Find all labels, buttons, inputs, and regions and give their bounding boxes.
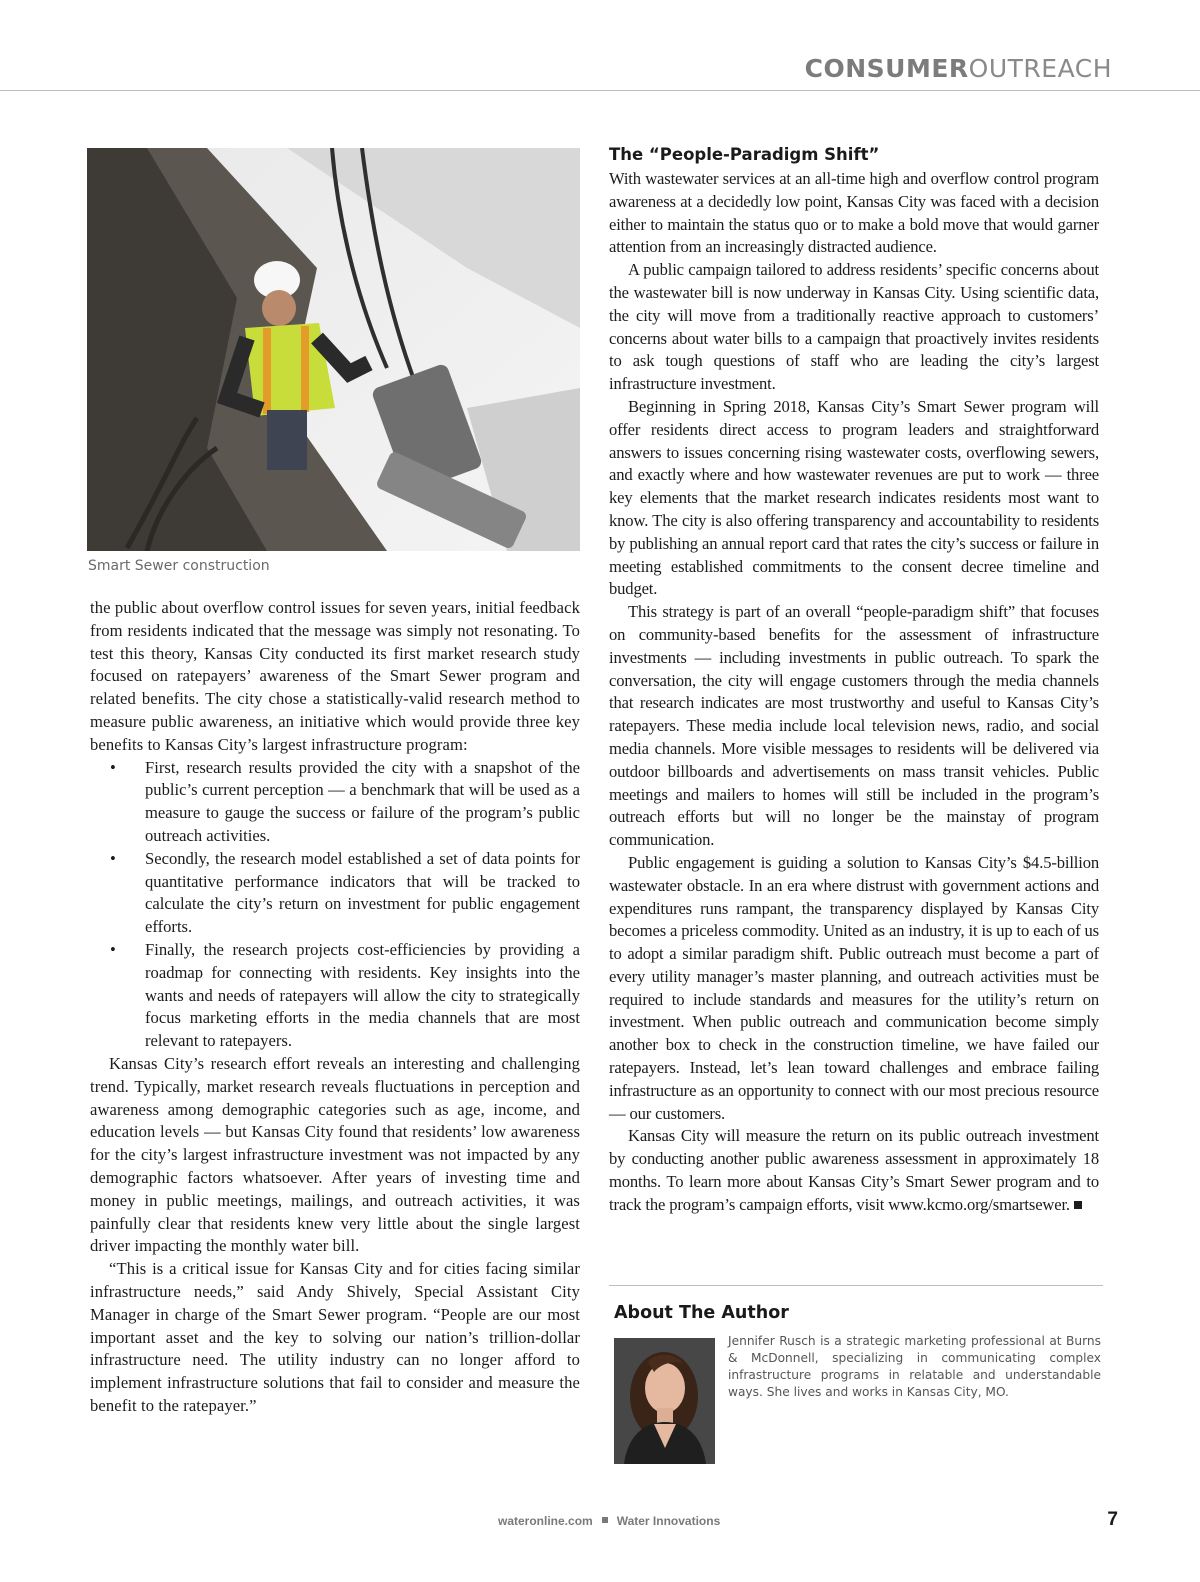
construction-photo [87,148,580,551]
photo-caption: Smart Sewer construction [88,558,270,574]
end-mark-icon [1074,1201,1082,1209]
right-paragraph-3: Beginning in Spring 2018, Kansas City’s Smart Sewer program will offer residents direct access to program leaders and straightforward answers to issues concerning rising wastewater costs, overflowing sewers, and exactly where and how wastewater revenues are put to work — three key elements that the market research indicates residents most want to know. The city is also offering transparency and accountability to residents by publishing an annual report card that rates the city’s success or failure in meeting established commitments to the consent decree timeline and budget. [609,396,1099,599]
benefit-list [90,757,580,1053]
footer-publication: Water Innovations [616,1514,721,1528]
author-heading: About The Author [614,1303,789,1323]
left-paragraph-3: “This is a critical issue for Kansas City and for cities facing similar infrastructure needs,” said Andy Shively, Special Assistant City Manager in charge of the Smart Sewer program. “People are our most important asset and the key to solving our nation’s trillion-dollar infrastructure need. The utility industry can no longer afford to implement infrastructure solutions that fail to consider and measure the benefit to the ratepayer.” [90,1259,580,1415]
section-subhead: The “People-Paradigm Shift” [609,145,880,164]
section-title [805,54,1112,83]
author-portrait [614,1338,715,1464]
right-paragraph-4: This strategy is part of an overall “people-paradigm shift” that focuses on community-based benefits for the assessment of infrastructure investments — including investments in public outreach. To spark the conversation, the city will engage customers through the media channels that research indicates are most trustworthy and useful to Kansas City’s ratepayers. These media include local television news, radio, and social media channels. More visible messages to residents will be delivered via outdoor billboards and advertisements on mass transit vehicles. Public meetings and mailers to homes will still be included in the program’s outreach efforts but will no longer be the mainstay of program communication. [609,602,1099,850]
section-title-light: OUTREACH [968,54,1112,83]
list-item [90,757,580,848]
page-footer [498,1514,720,1528]
right-column [609,144,1099,1217]
left-paragraph-1: the public about overflow control issues for seven years, initial feedback from residents indicated that the message was simply not resonating. To test this theory, Kansas City conducted its first market research study focused on ratepayers’ awareness of the Smart Sewer program and related benefits. The city chose a statistically-valid research method to measure public awareness, an initiative which would provide three key benefits to Kansas City’s largest infrastructure program: [90,598,580,754]
list-item-text: Finally, the research projects cost-efficiencies by providing a roadmap for connecting with residents. Key insights into the wants and needs of ratepayers will allow the city to strategically focus marketing efforts in the media channels that are most relevant to ratepayers. [145,939,580,1051]
list-item-text: Secondly, the research model established a set of data points for quantitative performance indicators that will be tracked to calculate the city’s return on investment for public engagement efforts. [145,848,580,937]
list-item [90,939,580,1053]
page-number: 7 [1107,1509,1118,1530]
right-paragraph-6 [609,1125,1099,1216]
separator-square-icon [602,1517,608,1523]
closing-text: Kansas City will measure the return on its public outreach investment by conducting another public awareness assessment in approximately 18 months. To learn more about Kansas City’s Smart Sewer program and to track the program’s campaign efforts, visit www.kcmo.org/smartsewer. [609,1126,1099,1214]
right-paragraph-1: With wastewater services at an all-time high and overflow control program awareness at a decidedly low point, Kansas City was faced with a decision either to maintain the status quo or to make a bold move that would garner attention from an increasingly distracted audience. [609,169,1099,257]
author-divider [609,1285,1103,1286]
left-column [90,597,580,1418]
right-paragraph-5: Public engagement is guiding a solution to Kansas City’s $4.5-billion wastewater obstacle. In an era where distrust with government actions and expenditures runs rampant, the transparency displayed by Kansas City becomes a priceless commodity. United as an industry, it is up to each of us to adopt a similar paradigm shift. Public outreach must become a part of every utility manager’s master planning, and outreach activities must be required to include standards and measures for the utility’s return on investment. When public outreach and communication become simply another box to check in the construction timeline, we have failed our ratepayers. Instead, let’s lean toward challenges and embrace failing infrastructure as an opportunity to connect with our most precious resource — our customers. [609,852,1099,1123]
left-paragraph-2: Kansas City’s research effort reveals an interesting and challenging trend. Typically, market research reveals fluctuations in perception and awareness among demographic categories such as age, income, and education levels — but Kansas City found that residents’ low awareness for the city’s largest infrastructure investment was not impacted by any demographic factors whatsoever. After years of investing time and money in public meetings, mailings, and outreach activities, it was painfully clear that residents knew very little about the single largest driver impacting the monthly water bill. [90,1053,580,1256]
section-title-bold: CONSUMER [804,54,969,83]
bullet-icon: • [110,757,116,777]
header-divider [0,90,1200,91]
list-item [90,848,580,939]
list-item-text: First, research results provided the city with a snapshot of the public’s current perception — a benchmark that will be used as a measure to gauge the success or failure of the program’s public outreach activities. [145,757,580,845]
bullet-icon: • [110,848,116,868]
footer-site: wateronline.com [498,1514,593,1528]
bullet-icon: • [110,939,116,959]
author-bio: Jennifer Rusch is a strategic marketing professional at Burns & McDonnell, specializing in communicating complex infrastructure programs in relatable and understandable ways. She lives and works in Kansas City, MO. [728,1334,1101,1399]
right-paragraph-2: A public campaign tailored to address residents’ specific concerns about the wastewater bill is now underway in Kansas City. Using scientific data, the city will move from a traditionally reactive approach to customers’ concerns about water bills to a campaign that proactively invites residents to ask tough questions of staff who are leading the city’s largest infrastructure investment. [609,260,1099,394]
